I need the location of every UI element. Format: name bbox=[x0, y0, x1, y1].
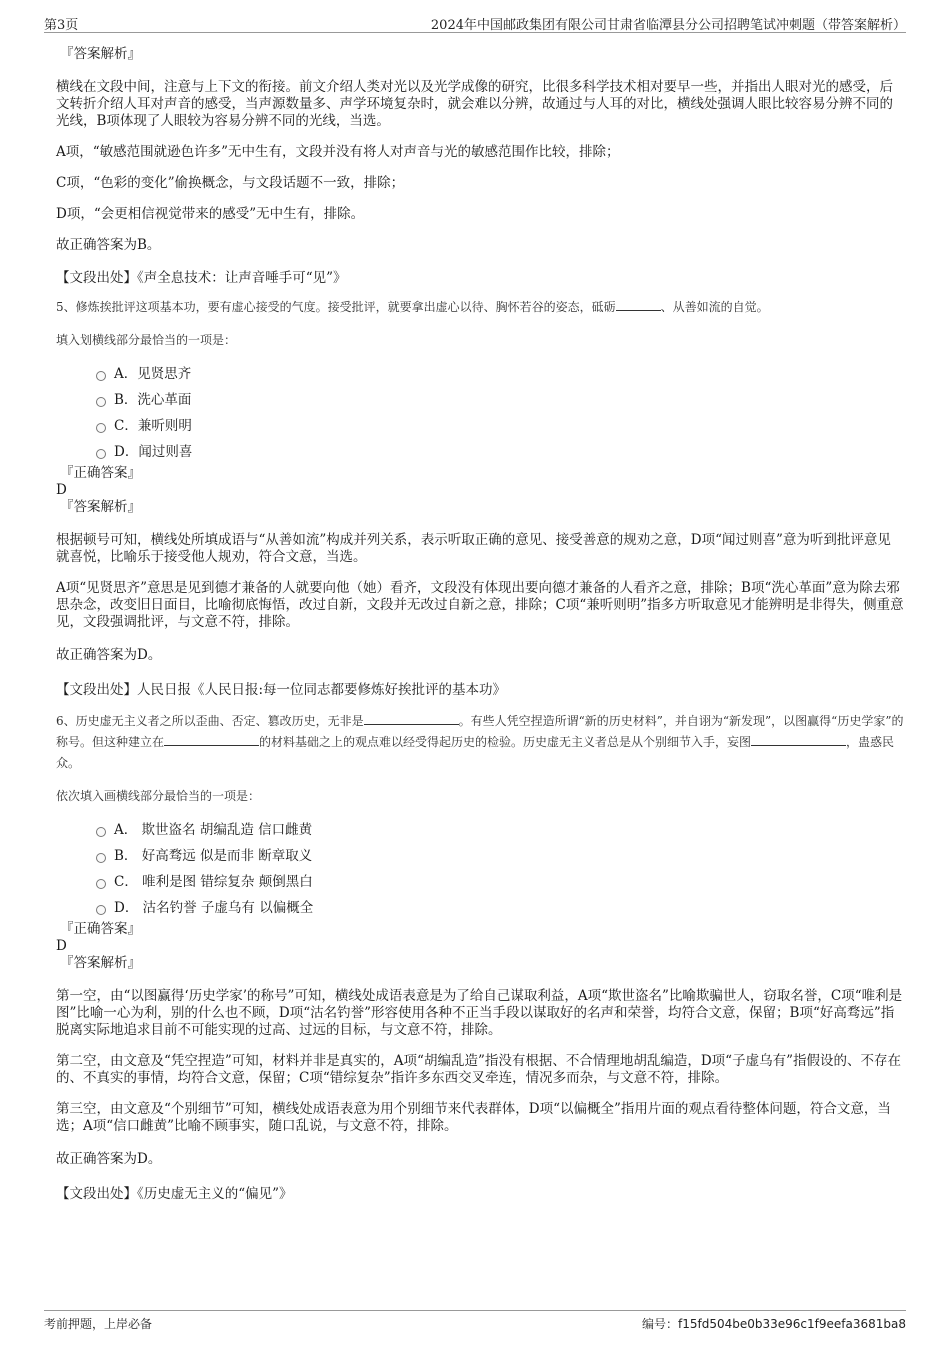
analysis-label: 『答案解析』 bbox=[60, 955, 141, 971]
correct-answer-label: 『正确答案』 bbox=[60, 921, 141, 937]
fill-blank bbox=[164, 733, 259, 746]
analysis-label: 『答案解析』 bbox=[60, 499, 141, 515]
analysis-paragraph: A项“见贤思齐”意思是见到德才兼备的人就要向他（她）看齐，文段没有体现出要向德才兼备的人看齐之意，排除；B项“洗心革面”意为除去邪思杂念，改变旧日面目，比喻彻底悔悟，改过自新，文段并无改过自新之意，排除；C项“兼听则明”指多方听取意见才能辨明是非得失，侧重意见，文段强调批评，与文意不符，排除。 bbox=[56, 580, 904, 630]
analysis-paragraph: D项，“会更相信视觉带来的感受”无中生有，排除。 bbox=[56, 206, 365, 222]
fill-blank bbox=[751, 733, 846, 746]
option-c[interactable]: C．兼听则明 bbox=[96, 413, 904, 439]
document-title: 2024年中国邮政集团有限公司甘肃省临潭县分公司招聘笔试冲刺题（带答案解析） bbox=[430, 18, 906, 33]
analysis-paragraph: C项，“色彩的变化”偷换概念，与文段话题不一致，排除； bbox=[56, 175, 405, 191]
question-prompt: 填入划横线部分最恰当的一项是： bbox=[56, 333, 237, 347]
page-footer bbox=[44, 1310, 906, 1333]
analysis-paragraph: A项，“敏感范围就逊色许多”无中生有，文段并没有将人对声音与光的敏感范围作比较，排除； bbox=[56, 144, 620, 160]
analysis-paragraph: 第一空，由“以图赢得‘历史学家’的称号”可知，横线处成语表意是为了给自己谋取利益，A项“欺世盗名”比喻欺骗世人，窃取名誉，C项“唯利是图”比喻一心为利，别的什么也不顾，D项“沽名钓誉”形容使用各种不正当手段以谋取好的名声和荣誉，均符合文意，保留；B项“好高骛远”指脱离实际地追求目前不可能实现的过高、过远的目标，与文意不符，排除。 bbox=[56, 988, 903, 1038]
analysis-paragraph: 第二空，由文意及“凭空捏造”可知，材料并非是真实的，A项“胡编乱造”指没有根据、不合情理地胡乱编造，D项“子虚乌有”指假设的、不存在的、不真实的事情，均符合文意，保留；C项“错综复杂”指许多东西交叉牵连，情况多而杂，与文意不符，排除。 bbox=[56, 1053, 901, 1086]
radio-icon[interactable] bbox=[96, 397, 106, 407]
analysis-paragraph: 第三空，由文意及“个别细节”可知，横线处成语表意为用个别细节来代表群体，D项“以偏概全”指用片面的观点看待整体问题，符合文意，当选；A项“信口雌黄”比喻不顾事实，随口乱说，与文意不符，排除。 bbox=[56, 1101, 891, 1134]
page-header bbox=[44, 12, 906, 33]
footer-slogan: 考前押题，上岸必备 bbox=[44, 1317, 153, 1331]
option-d[interactable]: D．闻过则喜 bbox=[96, 439, 904, 465]
page-content bbox=[56, 46, 904, 1203]
options-list bbox=[96, 361, 904, 465]
question-stem: 6、历史虚无主义者之所以歪曲、否定、篡改历史，无非是 。有些人凭空捏造所谓“新的历史材料”，并自诩为“新发现”，以图赢得“历史学家”的称号。但这种建立在 的材料基础之上的观点难以经受得起历史的检验。历史虚无主义者总是从个别细节入手，妄图 ，蛊惑民众。 bbox=[56, 714, 904, 770]
fill-blank bbox=[616, 298, 661, 311]
options-list bbox=[96, 817, 904, 921]
conclusion: 故正确答案为D。 bbox=[56, 647, 162, 663]
correct-answer: D bbox=[56, 938, 67, 954]
option-a[interactable]: A． 欺世盗名 胡编乱造 信口雌黄 bbox=[96, 817, 904, 843]
radio-icon[interactable] bbox=[96, 879, 106, 889]
option-b[interactable]: B．洗心革面 bbox=[96, 387, 904, 413]
radio-icon[interactable] bbox=[96, 905, 106, 915]
source-citation: 【文段出处】《历史虚无主义的“偏见”》 bbox=[56, 1186, 293, 1202]
radio-icon[interactable] bbox=[96, 827, 106, 837]
document-id: 编号：f15fd504be0b33e96c1f9eefa3681ba8 bbox=[642, 1317, 906, 1331]
radio-icon[interactable] bbox=[96, 423, 106, 433]
source-citation: 【文段出处】人民日报《人民日报:每一位同志都要修炼好挨批评的基本功》 bbox=[56, 682, 507, 698]
correct-answer-label: 『正确答案』 bbox=[60, 465, 141, 481]
correct-answer: D bbox=[56, 482, 67, 498]
option-a[interactable]: A．见贤思齐 bbox=[96, 361, 904, 387]
radio-icon[interactable] bbox=[96, 853, 106, 863]
analysis-paragraph: 根据顿号可知，横线处所填成语与“从善如流”构成并列关系，表示听取正确的意见、接受善意的规劝之意，D项“闻过则喜”意为听到批评意见就喜悦，比喻乐于接受他人规劝，符合文意，当选。 bbox=[56, 532, 891, 565]
option-c[interactable]: C． 唯利是图 错综复杂 颠倒黑白 bbox=[96, 869, 904, 895]
fill-blank bbox=[364, 712, 459, 725]
conclusion: 故正确答案为D。 bbox=[56, 1151, 162, 1167]
conclusion: 故正确答案为B。 bbox=[56, 237, 161, 253]
analysis-label: 『答案解析』 bbox=[60, 46, 141, 62]
option-b[interactable]: B． 好高骛远 似是而非 断章取义 bbox=[96, 843, 904, 869]
page-number: 第3页 bbox=[44, 18, 79, 33]
question-stem: 5、修炼挨批评这项基本功，要有虚心接受的气度。接受批评，就要拿出虚心以待、胸怀若谷的姿态，砥砺 、从善如流的自觉。 bbox=[56, 300, 769, 314]
radio-icon[interactable] bbox=[96, 371, 106, 381]
question-prompt: 依次填入画横线部分最恰当的一项是： bbox=[56, 789, 261, 803]
option-d[interactable]: D． 沽名钓誉 子虚乌有 以偏概全 bbox=[96, 895, 904, 921]
source-citation: 【文段出处】《声全息技术：让声音唾手可“见”》 bbox=[56, 270, 347, 286]
radio-icon[interactable] bbox=[96, 449, 106, 459]
analysis-paragraph: 横线在文段中间，注意与上下文的衔接。前文介绍人类对光以及光学成像的研究，比很多科学技术相对要早一些，并指出人眼对光的感受，后文转折介绍人耳对声音的感受，当声源数量多、声学环境复杂时，就会难以分辨，故通过与人耳的对比，横线处强调人眼比较容易分辨不同的光线，B项体现了人眼较为容易分辨不同的光线，当选。 bbox=[56, 79, 893, 129]
